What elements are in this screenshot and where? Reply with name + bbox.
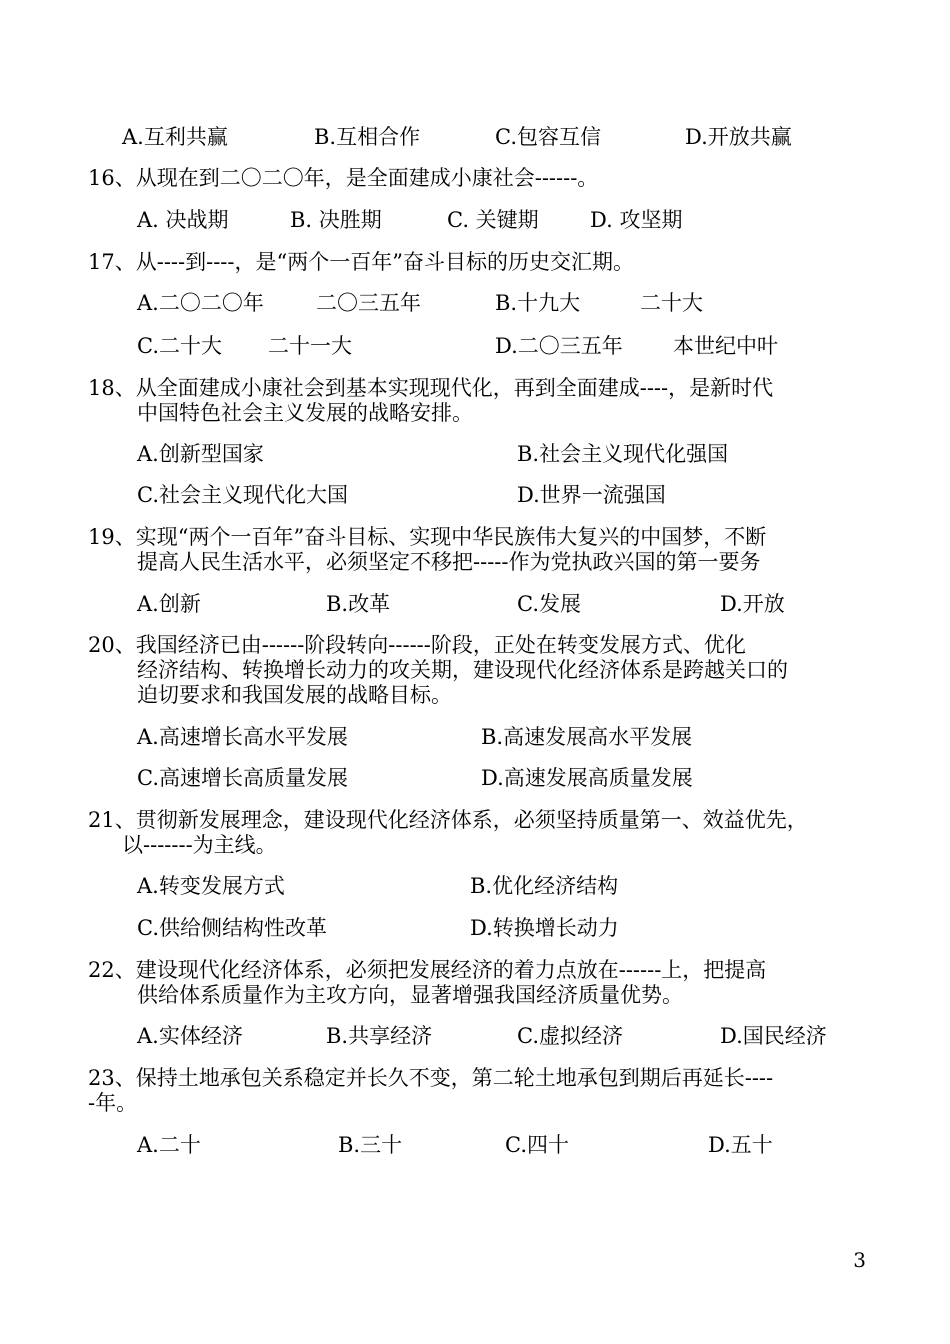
- q18-question-line1: 18、从全面建成小康社会到基本实现现代化，再到全面建成----，是新时代: [88, 376, 774, 400]
- q18-option-c: C.社会主义现代化大国: [137, 483, 348, 507]
- q19-question-line1: 19、实现“两个一百年”奋斗目标、实现中华民族伟大复兴的中国梦，不断: [88, 525, 767, 549]
- q20-option-a: A.高速增长高水平发展: [137, 725, 348, 749]
- q16-option-c: C. 关键期: [447, 208, 539, 232]
- q20-option-b: B.高速发展高水平发展: [481, 725, 693, 749]
- q17-option-a-second: 二〇三五年: [316, 291, 421, 315]
- q22-question-line2: 供给体系质量作为主攻方向，显著增强我国经济质量优势。: [137, 983, 683, 1007]
- q15-option-b: B.互相合作: [314, 125, 421, 149]
- q17-option-b: B.十九大: [495, 291, 581, 315]
- q16-question: 16、从现在到二〇二〇年，是全面建成小康社会------。: [88, 166, 599, 190]
- q23-question-line2: -年。: [88, 1091, 138, 1115]
- q15-option-a: A.互利共赢: [122, 125, 228, 149]
- q17-option-d-second: 本世纪中叶: [673, 334, 778, 358]
- q20-question-line1: 20、我国经济已由------阶段转向------阶段，正处在转变发展方式、优化: [88, 633, 746, 657]
- q20-option-c: C.高速增长高质量发展: [137, 766, 348, 790]
- q19-option-d: D.开放: [720, 592, 785, 616]
- q21-option-d: D.转换增长动力: [470, 916, 619, 940]
- q15-option-d: D.开放共赢: [685, 125, 792, 149]
- q16-option-d: D. 攻坚期: [590, 208, 683, 232]
- q21-question-line1: 21、贯彻新发展理念，建设现代化经济体系，必须坚持质量第一、效益优先，: [88, 808, 808, 832]
- q23-option-d: D.五十: [708, 1133, 773, 1157]
- q23-option-c: C.四十: [505, 1133, 569, 1157]
- q20-option-d: D.高速发展高质量发展: [481, 766, 693, 790]
- q17-option-c-second: 二十一大: [268, 334, 352, 358]
- q18-question-line2: 中国特色社会主义发展的战略安排。: [137, 401, 473, 425]
- q18-option-d: D.世界一流强国: [517, 483, 666, 507]
- q19-option-a: A.创新: [137, 592, 201, 616]
- q22-option-d: D.国民经济: [720, 1024, 827, 1048]
- q17-option-c: C.二十大: [137, 334, 222, 358]
- q18-option-a: A.创新型国家: [137, 442, 264, 466]
- q22-option-c: C.虚拟经济: [517, 1024, 623, 1048]
- q18-option-b: B.社会主义现代化强国: [517, 442, 729, 466]
- q22-option-a: A.实体经济: [137, 1024, 243, 1048]
- q21-option-b: B.优化经济结构: [470, 874, 619, 898]
- q22-question-line1: 22、建设现代化经济体系，必须把发展经济的着力点放在------上，把提高: [88, 958, 767, 982]
- q15-option-c: C.包容互信: [495, 125, 601, 149]
- q20-question-line3: 迫切要求和我国发展的战略目标。: [137, 683, 452, 707]
- q23-option-a: A.二十: [137, 1133, 201, 1157]
- q21-option-a: A.转变发展方式: [137, 874, 285, 898]
- q16-option-b: B. 决胜期: [290, 208, 382, 232]
- page-number: 3: [853, 1248, 866, 1272]
- q20-question-line2: 经济结构、转换增长动力的攻关期，建设现代化经济体系是跨越关口的: [137, 658, 788, 682]
- q23-option-b: B.三十: [338, 1133, 403, 1157]
- q17-option-d: D.二〇三五年: [495, 334, 623, 358]
- q21-option-c: C.供给侧结构性改革: [137, 916, 327, 940]
- q17-question: 17、从----到----，是“两个一百年”奋斗目标的历史交汇期。: [88, 250, 634, 274]
- q17-option-a: A.二〇二〇年: [137, 291, 264, 315]
- q21-question-line2: 以-------为主线。: [122, 833, 277, 857]
- q19-option-b: B.改革: [326, 592, 391, 616]
- q23-question-line1: 23、保持土地承包关系稳定并长久不变，第二轮土地承包到期后再延长----: [88, 1066, 774, 1090]
- q16-option-a: A. 决战期: [137, 208, 229, 232]
- q19-question-line2: 提高人民生活水平，必须坚定不移把-----作为党执政兴国的第一要务: [137, 550, 761, 574]
- q19-option-c: C.发展: [517, 592, 581, 616]
- q22-option-b: B.共享经济: [326, 1024, 433, 1048]
- q17-option-b-second: 二十大: [640, 291, 703, 315]
